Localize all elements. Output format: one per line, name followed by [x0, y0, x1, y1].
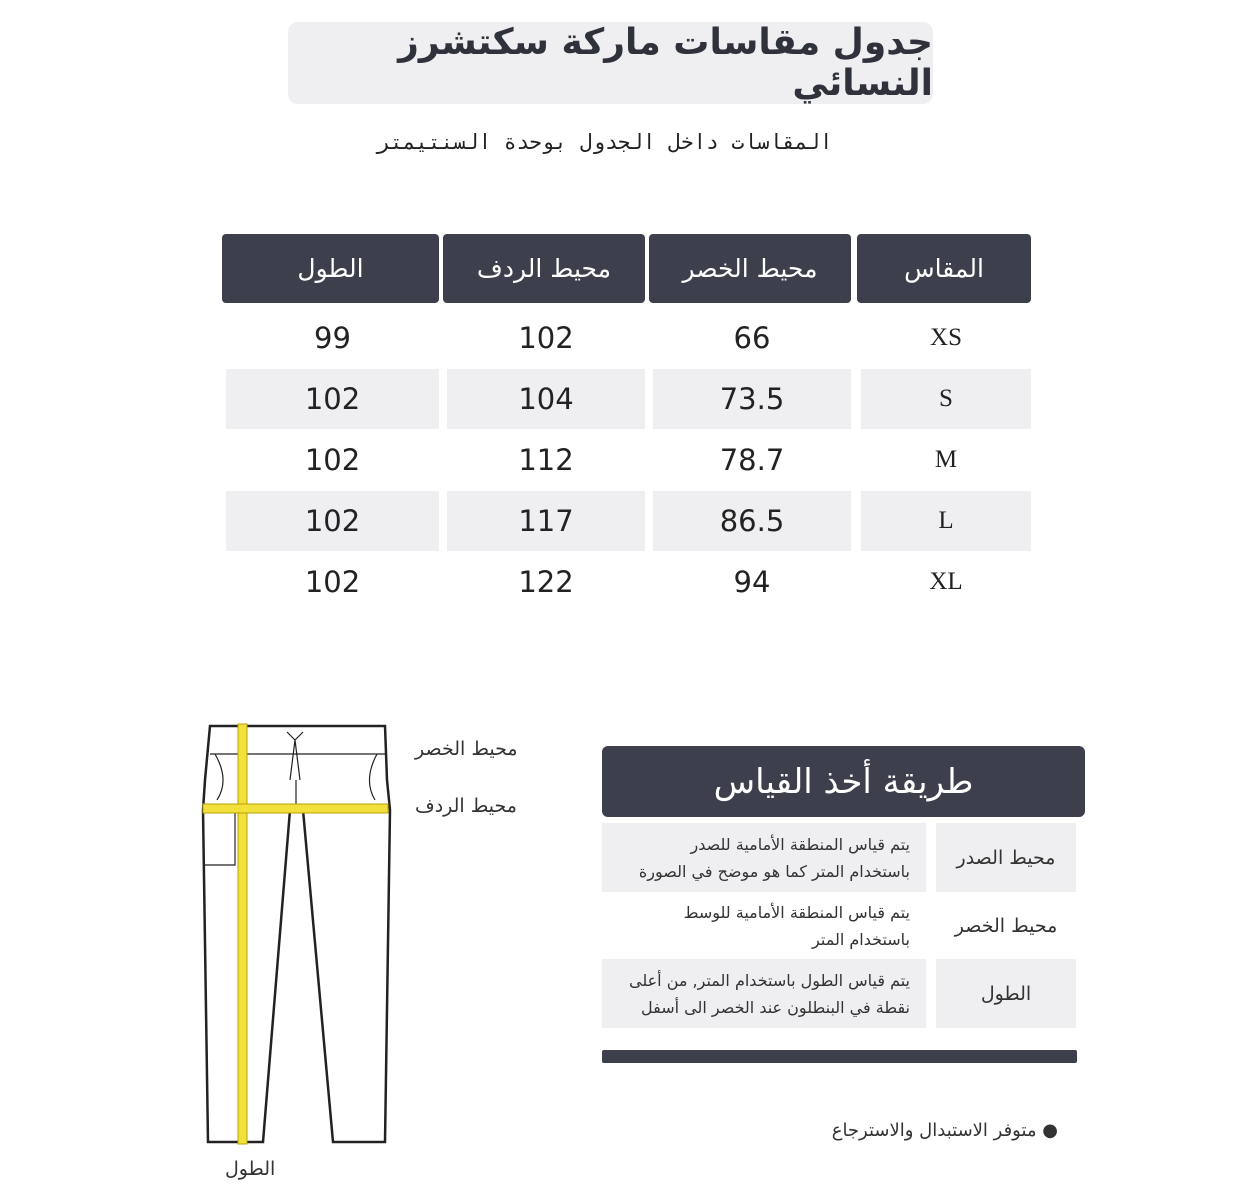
- cell-hip: 112: [518, 443, 574, 477]
- diagram-label-waist: محيط الخصر: [415, 738, 518, 760]
- exchange-note: [832, 1120, 1058, 1141]
- description-line: باستخدام المتر كما هو موضح في الصورة: [638, 861, 910, 881]
- cell-size: XS: [930, 324, 962, 351]
- cell-size: XL: [929, 568, 963, 595]
- how-to-measure-title: طريقة أخذ القياس: [602, 746, 1085, 817]
- header-hip: محيط الردف: [443, 234, 645, 303]
- cell-length: 102: [226, 491, 439, 551]
- header-length: الطول: [222, 234, 439, 303]
- page-title: جدول مقاسات ماركة سكتشرز النسائي: [288, 22, 933, 104]
- description-line: يتم قياس المنطقة الأمامية للصدر: [690, 834, 910, 854]
- measure-description: [602, 896, 926, 956]
- measure-description: [602, 823, 926, 892]
- cell-size: M: [934, 446, 958, 473]
- measure-description: [602, 959, 926, 1028]
- cell-waist: 66: [733, 321, 771, 355]
- length-tape: [238, 724, 247, 1144]
- header-waist: محيط الخصر: [649, 234, 851, 303]
- cell-waist: 94: [733, 565, 771, 599]
- cell-size: S: [861, 369, 1031, 429]
- divider-bar: [602, 1050, 1077, 1063]
- description-line: نقطة في البنطلون عند الخصر الى أسفل: [640, 997, 910, 1017]
- cell-waist: 73.5: [653, 369, 851, 429]
- pants-diagram: [195, 720, 395, 1150]
- cell-length: 102: [226, 369, 439, 429]
- cell-size: L: [861, 491, 1031, 551]
- cell-waist: 78.7: [719, 443, 785, 477]
- cell-length: 102: [304, 443, 361, 477]
- measure-label: الطول: [936, 959, 1076, 1028]
- bullet-icon: ●: [1036, 1120, 1058, 1141]
- cell-hip: 104: [447, 369, 645, 429]
- cell-hip: 102: [518, 321, 574, 355]
- description-line: يتم قياس المنطقة الأمامية للوسط: [683, 903, 910, 922]
- cell-length: 99: [314, 321, 351, 355]
- header-size: المقاس: [857, 234, 1031, 303]
- description-line: باستخدام المتر: [812, 930, 910, 949]
- units-subtitle: المقاسات داخل الجدول بوحدة السنتيمتر: [377, 130, 833, 154]
- hip-tape: [203, 804, 388, 813]
- cell-hip: 122: [518, 565, 574, 599]
- diagram-label-length: الطول: [225, 1158, 276, 1180]
- cell-hip: 117: [447, 491, 645, 551]
- cell-length: 102: [304, 565, 361, 599]
- measure-label: محيط الخصر: [936, 896, 1076, 956]
- description-line: يتم قياس الطول باستخدام المتر, من أعلى: [629, 970, 910, 990]
- measure-label: محيط الصدر: [936, 823, 1076, 892]
- note-text: متوفر الاستبدال والاسترجاع: [831, 1120, 1037, 1141]
- cell-waist: 86.5: [653, 491, 851, 551]
- diagram-label-hip: محيط الردف: [415, 795, 517, 817]
